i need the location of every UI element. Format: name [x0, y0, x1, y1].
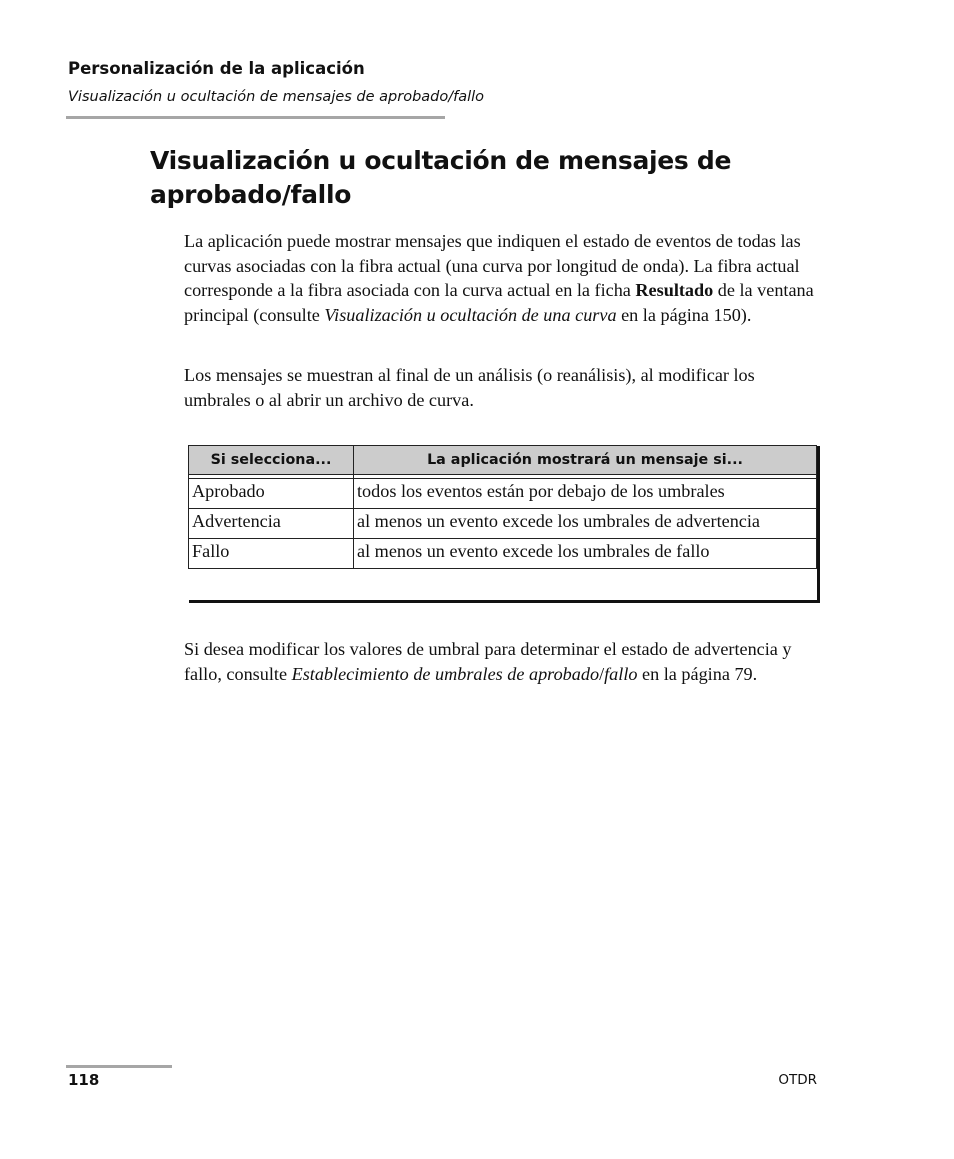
text-span: Si desea modificar los valores de umbral para determinar el estado de advertencia y fallo, consulte [184, 639, 792, 684]
chapter-title: Personalización de la aplicación [68, 59, 365, 78]
table-cell: Advertencia [189, 509, 354, 539]
text-span: de la ventana principal (consulte [184, 280, 814, 325]
table-shadow-bottom [189, 600, 820, 603]
running-header [68, 58, 484, 107]
paragraph-intro [184, 229, 824, 327]
paragraph-messages: Los mensajes se muestran al final de un análisis (o reanálisis), al modificar los umbrales o al abrir un archivo de curva. [184, 365, 755, 410]
table-row [189, 509, 817, 539]
table-cell: al menos un evento excede los umbrales de advertencia [354, 509, 817, 539]
bold-term-resultado: Resultado [635, 280, 714, 300]
product-name: OTDR [778, 1072, 817, 1088]
status-table [188, 445, 820, 603]
page-heading: Visualización u ocultación de mensajes de aprobado/fallo [150, 146, 732, 209]
cross-reference: fallo [604, 663, 638, 684]
cross-reference: Establecimiento de umbrales de aprobado [291, 663, 600, 684]
table-cell: al menos un evento excede los umbrales de fallo [354, 539, 817, 569]
paragraph-thresholds [184, 637, 824, 686]
column-header: La aplicación mostrará un mensaje si... [354, 446, 817, 475]
text-span: en la página 79. [637, 663, 758, 684]
header-rule [66, 116, 445, 119]
text-span: en la página 150). [616, 304, 752, 325]
footer-rule [66, 1065, 172, 1068]
column-header: Si selecciona... [189, 446, 354, 475]
text-span: / [599, 663, 605, 684]
table-row [189, 479, 817, 509]
table-cell: Aprobado [189, 479, 354, 509]
cross-reference: Visualización u ocultación de una curva [324, 304, 617, 325]
table-cell: todos los eventos están por debajo de los umbrales [354, 479, 817, 509]
table-shadow-right [817, 446, 820, 603]
table-header-row [189, 446, 817, 475]
page-number: 118 [68, 1071, 100, 1089]
table-row [189, 539, 817, 569]
text-span: La aplicación puede mostrar mensajes que indiquen el estado de eventos de todas las curvas asociadas con la fibra actual (una curva por longitud de onda). La fibra actual corresponde a la fibra asociada con la curva actual en la ficha [184, 231, 801, 300]
table-cell: Fallo [189, 539, 354, 569]
section-title: Visualización u ocultación de mensajes de aprobado/fallo [68, 89, 485, 105]
